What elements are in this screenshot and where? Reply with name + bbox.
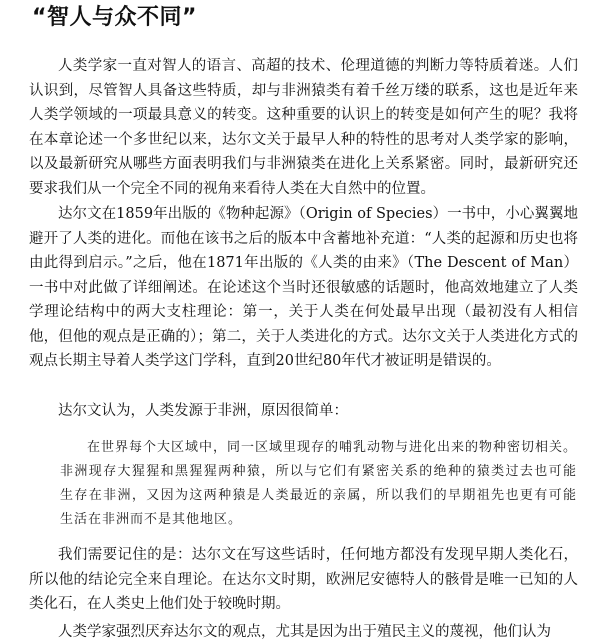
paragraph-darwin-origin: 达尔文在1859年出版的《物种起源》（Origin of Species）一书中，小心翼翼地避开了人类的进化。而他在该书之后的版本中含蓄地补充道：“人类的起源和历史也将由此得到启示。”之后，他在1871年出版的《人类的由来》（The Descent of Man）一书中对此做了详细阐述。在论述这个当时还很敏感的话题时，他高效地建立了人类学理论结构中的两大支柱理论：第一，关于人类在何处最早出现（最初没有人相信他，但他的观点是正确的）；第二，关于人类进化的方式。达尔文关于人类进化方式的观点长期主导着人类学这门学科，直到20世纪80年代才被证明是错误的。 [29, 206, 578, 369]
paragraph-no-fossils: 我们需要记住的是：达尔文在写这些话时，任何地方都没有发现早期人类化石，所以他的结论完全来自理论。在达尔文时期，欧洲尼安德特人的骸骨是唯一已知的人类化石，在人类史上他们处于较晚时期。 [29, 547, 578, 612]
section-heading: “智人与众不同” [32, 5, 197, 30]
paragraph-darwin-africa: 达尔文认为，人类发源于非洲，原因很简单： [58, 403, 348, 419]
paragraph-colonialism: 人类学家强烈厌弃达尔文的观点，尤其是因为出于殖民主义的蔑视，他们认为 [58, 624, 551, 640]
paragraph-intro: 人类学家一直对智人的语言、高超的技术、伦理道德的判断力等特质着迷。人们认识到，尽管智人具备这些特质，却与非洲猿类有着千丝万缕的联系，这也是近年来人类学领域的一项最具意义的转变。这种重要的认识上的转变是如何产生的呢？我将在本章论述一个多世纪以来，达尔文关于最早人种的特性的思考对人类学家的影响，以及最新研究从哪些方面表明我们与非洲猿类在进化上关系紧密。同时，最新研究还要求我们从一个完全不同的视角来看待人类在大自然中的位置。 [29, 58, 578, 197]
block-quote: 在世界每个大区域中，同一区域里现存的哺乳动物与进化出来的物种密切相关。非洲现存大猩猩和黑猩猩两种猿，所以与它们有紧密关系的绝种的猿类过去也可能生存在非洲，又因为这两种猿是人类最近的亲属，所以我们的早期祖先也更有可能生活在非洲而不是其他地区。 [60, 440, 578, 527]
